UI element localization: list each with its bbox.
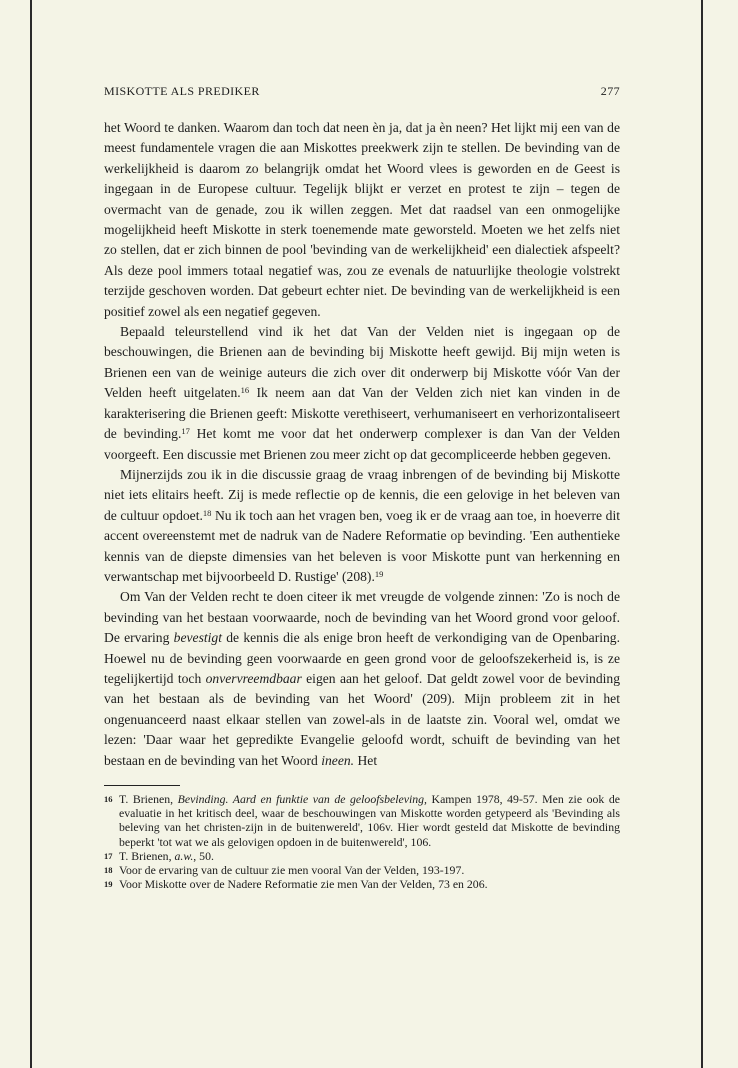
footnote-ref: 18 [202,507,212,518]
italic-text: Bevinding. Aard en funktie van de geloofsbeleving, [177,792,428,806]
text-run: , 50. [193,848,214,863]
text-run: Bepaald teleurstellend vind ik het dat Van der Velden niet is ingegaan op de beschouwingen, die Brienen aan de bevinding bij Miskotte heeft gewijd. Bij mijn weten is Brienen een van de weinige auteurs die zich over dit onderwerp bij Miskotte vóór Van der Velden heeft uitgelaten. [104,324,620,401]
footnote-ref: 17 [181,426,190,437]
footnote [104,792,620,849]
footnote-rule [104,785,180,786]
running-head-title: MISKOTTE ALS PREDIKER [104,84,260,98]
italic-text: ineen. [321,752,355,768]
text-run: Het [354,752,378,768]
scan-edge-right [701,0,703,1068]
footnote-ref: 19 [374,568,384,579]
page-number: 277 [600,84,620,98]
scan-edge-left [30,0,32,1068]
paragraph [104,118,620,322]
text-run: het Woord te danken. Waarom dan toch dat neen èn ja, dat ja èn neen? Het lijkt mij een van de meest fundamentele vragen die aan Miskottes preekwerk zijn te stellen. De bevinding van de werkelijkheid is daarom zo belangrijk omdat het Woord vlees is geworden en de Geest is ingegaan in de Europese cultuur. Tegelijk blijkt er verzet en protest te zijn – tegen de overmacht van de genade, zou ik willen zeggen. Met dat raadsel van een onmogelijke mogelijkheid heeft Miskotte in sterk toenemende mate geworsteld. Moeten we het zelfs niet zo stellen, dat er zich binnen de pool 'bevinding van de werkelijkheid' een dialectiek afspeelt? Als deze pool immers totaal negatief was, zou ze evenals de natuurlijke theologie volstrekt terzijde geschoven worden. Dat gebeurt echter niet. De bevinding van de werkelijkheid is een positief zowel als een negatief gegeven. [104,120,620,319]
footnote-number: 17 [104,850,113,861]
paragraph [104,465,620,587]
text-run: Mijnerzijds zou ik in die discussie graag de vraag inbrengen of de bevinding bij Miskotte niet iets elitairs heeft. Zij is mede reflectie op de kennis, die een gelovige in het beleven van de cultuur opdoet. [104,466,620,523]
running-head [104,84,620,104]
footnote-number: 18 [104,865,113,876]
footnote-ref: 16 [240,385,250,396]
text-run: Voor Miskotte over de Nadere Reformatie zie men Van der Velden, 73 en 206. [119,877,488,892]
footnote [104,863,620,877]
footnotes [104,792,620,891]
text-run: Het komt me voor dat het onderwerp complexer is dan Van der Velden voorgeeft. Een discussie met Brienen zou meer zicht op dat gecompliceerde hebben gegeven. [104,426,620,462]
book-page [104,84,620,891]
body-text [104,118,620,771]
text-run: eigen aan het geloof. Dat geldt zowel voor de bevinding van het bestaan als de bevinding van het Woord' (209). Mijn probleem zit in het ongenuanceerd naast elkaar stellen van zowel-als in de laatste zin. Vooral wel, omdat we lezen: 'Daar waar het gepredikte Evangelie geloofd wordt, schuift de bevinding van het bestaan en de bevinding van het Woord [104,670,620,768]
footnote [104,877,620,891]
text-run: de kennis die als enige bron heeft de verkondiging van de Openbaring. Hoewel nu de bevinding geen voorwaarde en geen grond voor de geloofszekerheid is, is ze tegelijkertijd toch [104,630,621,686]
text-run: Nu ik toch aan het vragen ben, voeg ik er de vraag aan toe, in hoeverre dit accent overeenstemt met de nadruk van de Nadere Reformatie op bevinding. 'Een authentieke kennis van de diepste dimensies van het beleven is voor Miskotte punt van herkenning en verwantschap met bijvoorbeeld D. Rustige' (208). [104,507,621,584]
text-run: Ik neem aan dat Van der Velden zich niet kan vinden in de karakterisering die Brienen geeft: Miskotte verethiseert, verhumaniseert en verhorizontaliseert de bevinding. [104,385,620,442]
text-run: Kampen 1978, 49-57. Men zie ook de evaluatie in het kritisch deel, waar de beschouwingen van Miskotte worden getypeerd als 'Bevinding als beleving van het christen-zijn in de buitenwereld', 106v. Hier wordt gesteld dat Miskotte de bevinding beperkt 'tot wat we als gelovigen opdoen in de buitenwereld', 106. [119,792,620,849]
italic-text: a.w. [174,848,194,863]
footnote-number: 16 [104,794,113,804]
paragraph [104,322,620,465]
italic-text: onvervreemdbaar [205,670,302,686]
footnote [104,849,620,863]
text-run: Voor de ervaring van de cultuur zie men vooral Van der Velden, 193-197. [119,863,465,878]
italic-text: bevestigt [173,630,222,646]
text-run: T. Brienen, [119,848,175,863]
footnote-number: 19 [104,879,113,890]
text-run: T. Brienen, [119,792,178,806]
text-run: Om Van der Velden recht te doen citeer ik met vreugde de volgende zinnen: 'Zo is noch de bevinding van het bestaan voorwaarde, noch de bevinding van het Woord grond voor geloof. De ervaring [104,589,620,646]
paragraph [104,587,620,771]
